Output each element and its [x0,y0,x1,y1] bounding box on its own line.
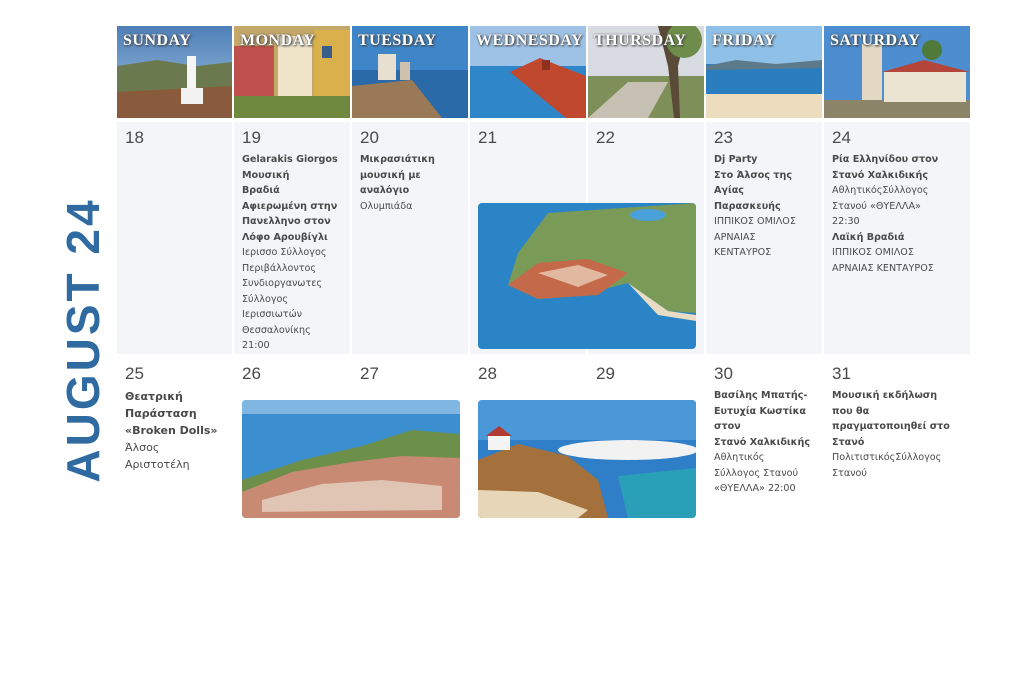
event-line: Άλσος [125,441,160,454]
event-line: Πανελληνο στον [242,216,331,227]
event-line: Σύλλογος [242,293,289,305]
cape-lighthouse-photo [478,400,696,518]
month-title: AUGUST 24 [57,197,109,483]
day-number: 30 [714,364,733,383]
event-list [242,152,346,354]
event-line: Μικρασιάτικη [360,154,435,165]
day-number: 19 [242,128,261,147]
event-line: ΠολιτιστικόςΣύλλογος [832,452,942,463]
event-line: αναλόγιο [360,185,410,196]
event-line: 21:00 [242,340,270,351]
day-number: 22 [596,128,615,147]
event-line: Θεσσαλονίκης [242,324,311,336]
event-line: Παρασκευής [714,200,781,212]
day-cell-24[interactable] [824,122,970,354]
event-line: Ιερισσο Σύλλογος [242,247,327,258]
day-number: 18 [125,128,144,147]
header-saturday [824,26,970,118]
event-line: Ιερισσιωτών [242,309,302,320]
event-line: Συνδιοργανωτες [242,278,323,289]
day-number: 24 [832,128,851,147]
event-line: ΑΡΝΑΙΑΣ [714,231,756,243]
event-line: Περιβάλλοντος [242,262,317,274]
event-line: «ΘΥΕΛΛΑ» 22:00 [714,483,796,494]
day-cell-20[interactable] [352,122,468,354]
event-line: 22:30 [832,216,860,227]
day-name-friday: FRIDAY [712,32,776,49]
event-line: Λαϊκή Βραδιά [832,231,905,243]
event-line: Σύλλογος Στανού [714,467,799,479]
event-line: Βασίλης Μπατής- [714,390,808,401]
event-line: ΚΕΝΤΑΥΡΟΣ [714,247,772,258]
event-line: στον [714,421,741,432]
event-line: ΙΠΠΙΚΟΣ ΟΜΙΛΟΣ [832,247,914,258]
event-line: Αγίας [714,185,744,196]
event-list [125,388,228,473]
event-list [714,152,818,261]
event-list [360,152,464,214]
event-line: Αθλητικός [714,452,765,463]
event-line: Αφιερωμένη στην [242,200,338,212]
event-line: Βραδιά [242,185,280,196]
event-list [832,152,966,276]
event-line: Gelarakis Giorgos [242,154,338,165]
aerial-town-photo [478,203,696,349]
day-cell-31[interactable] [824,358,970,528]
day-number: 29 [596,364,615,383]
event-line: Στο Άλσος της [714,169,793,181]
day-name-wednesday: WEDNESDAY [476,32,584,49]
header-thursday [588,26,704,118]
event-line: Στανού «ΘΥΕΛΛΑ» [832,200,921,212]
event-list [714,388,818,497]
day-cell-30[interactable] [706,358,822,528]
header-friday [706,26,822,118]
event-line: Στανό [832,436,865,448]
day-name-saturday: SATURDAY [830,32,921,49]
event-line: Παράσταση [125,407,197,420]
event-line: μουσική με [360,169,421,181]
event-line: πραγματοποιηθεί στο [832,421,950,432]
day-number: 21 [478,128,497,147]
header-tuesday [352,26,468,118]
header-monday [234,26,350,118]
event-line: Ευτυχία Κωστίκα [714,405,807,417]
day-number: 27 [360,364,379,383]
day-number: 25 [125,364,144,383]
day-cell-25[interactable] [117,358,232,528]
header-sunday [117,26,232,118]
event-line: Ολυμπιάδα [360,200,413,212]
day-name-tuesday: TUESDAY [358,32,437,49]
day-number: 20 [360,128,379,147]
event-line: Ρία Ελληνίδου στον [832,154,939,165]
day-number: 23 [714,128,733,147]
event-line: ΙΠΠΙΚΟΣ ΟΜΙΛΟΣ [714,216,796,227]
event-line: Στανού [832,467,867,479]
event-list [832,388,966,481]
event-line: που θα [832,405,870,417]
event-line: Λόφο Αρουβίγλι [242,231,328,243]
day-cell-23[interactable] [706,122,822,354]
event-line: Dj Party [714,154,758,165]
event-line: Μουσική εκδήλωση [832,390,938,401]
event-line: «Broken Dolls» [125,424,218,437]
day-number: 28 [478,364,497,383]
event-line: ΑθλητικόςΣύλλογος [832,185,929,196]
event-line: Στανό Χαλκιδικής [714,436,811,448]
header-wednesday [470,26,586,118]
day-number: 26 [242,364,261,383]
event-line: Αριστοτέλη [125,458,190,471]
event-line: Μουσική [242,169,290,181]
coastal-town-photo [242,400,460,518]
event-line: Στανό Χαλκιδικής [832,169,929,181]
event-line: Θεατρική [125,390,183,403]
day-cell-19[interactable] [234,122,350,354]
day-name-sunday: SUNDAY [123,32,192,49]
event-line: ΑΡΝΑΙΑΣ ΚΕΝΤΑΥΡΟΣ [832,262,934,274]
day-name-monday: MONDAY [240,32,316,49]
day-cell-18[interactable] [117,122,232,354]
day-number: 31 [832,364,851,383]
day-name-thursday: THURSDAY [594,32,687,49]
